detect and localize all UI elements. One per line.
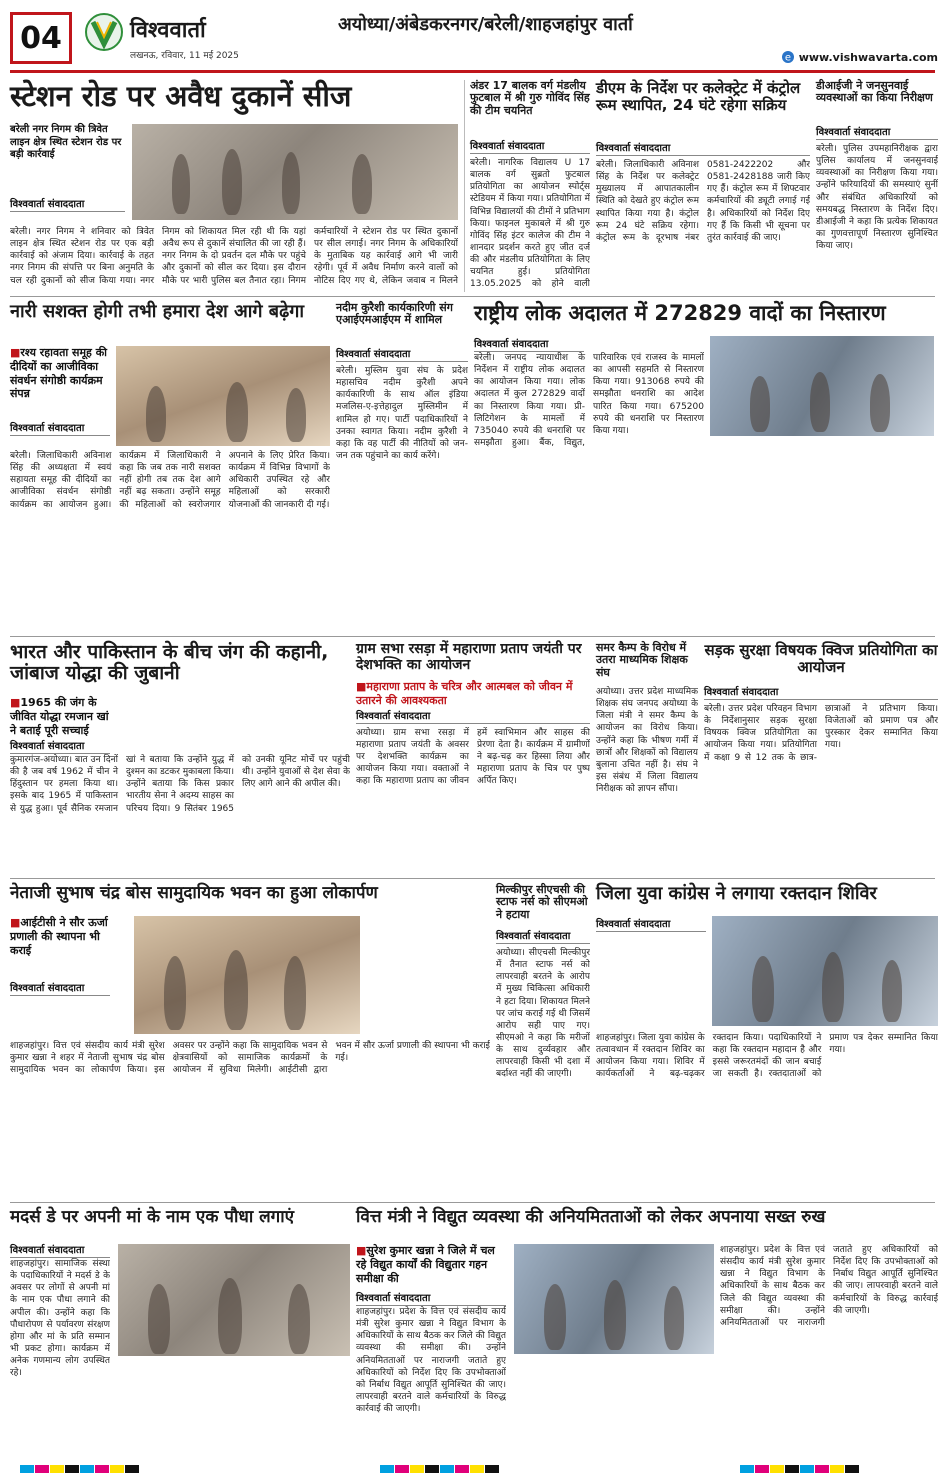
story-body: बरेली। नागरिक विद्यालय U 17 बालक वर्ग सुब्रतो फुटबाल प्रतियोगिता का आयोजन स्पोर्ट्स स्टेडियम में किया गया। प्रतियोगिता में विभिन्न विद्यालयों की टीमों ने प्रतिभाग किया। फाइनल मुकाबले में श्री गुरु गोविंद सिंह इंटर कालेज की टीम ने शानदार प्रदर्शन करते हुए जीत दर्ज की और मंडलीय प्रतियोगिता के लिए चयनित हुई। प्रतियोगिता 13.05.2025 को होने वाली xyxy=(470,158,590,290)
svg-text:e: e xyxy=(784,52,791,64)
kicker: ■ 1965 की जंग के जीवित योद्धा रमजान खां ने बताई पूरी सच्चाई xyxy=(10,696,110,737)
story-maharana-pratap xyxy=(356,642,590,874)
headline: डीएम के निर्देश पर कलेक्ट्रेट में कंट्रोल रूम स्थापित, 24 घंटे रहेगा सक्रिय xyxy=(596,79,801,114)
photo-person xyxy=(544,1284,566,1350)
headline: मदर्स डे पर अपनी मां के नाम एक पौधा लगाएं xyxy=(10,1207,295,1227)
story-nadeem-qureshi xyxy=(336,302,468,632)
photo-person xyxy=(664,1286,684,1350)
story-dig-inspection xyxy=(816,80,938,292)
photo-person xyxy=(226,382,248,442)
registration-colorbar-left xyxy=(20,1458,220,1468)
headline: भारत और पाकिस्तान के बीच जंग की कहानी, जांबाज योद्धा की जुबानी xyxy=(10,641,329,685)
story-lok-adalat xyxy=(474,302,938,632)
story-body: शाहजहांपुर। जिला युवा कांग्रेस के तत्वावधान में रक्तदान शिविर का आयोजन किया गया। शिविर में कार्यकर्ताओं ने बढ़-चढ़कर रक्तदान किया। पदाधिकारियों ने कहा कि रक्तदान महादान है और इससे जरूरतमंदों की जान बचाई जा सकती है। रक्तदाताओं को प्रमाण पत्र देकर सम्मानित किया गया। xyxy=(596,1033,938,1080)
photo-person xyxy=(164,956,186,1030)
byline: विश्ववार्ता संवाददाता xyxy=(474,336,584,352)
photo-person xyxy=(882,960,902,1022)
dateline: लखनऊ, रविवार, 11 मई 2025 xyxy=(130,51,239,61)
story-body: बरेली। पुलिस उपमहानिरीक्षक द्वारा पुलिस कार्यालय में जनसुनवाई व्यवस्थाओं का निरीक्षण किया गया। उन्होंने फरियादियों की समस्याएं सुनीं और संबंधित अधिकारियों को समयबद्ध निस्तारण के निर्देश दिए। डीआईजी ने कहा कि प्रत्येक शिकायत का गुणवत्तापूर्ण निस्तारण सुनिश्चित किया जाए। xyxy=(816,144,938,252)
row-rule xyxy=(10,878,935,879)
row-rule xyxy=(10,636,935,637)
masthead-rule xyxy=(10,70,935,73)
story-body: बरेली। उत्तर प्रदेश परिवहन विभाग के निर्देशानुसार सड़क सुरक्षा विषयक क्विज प्रतियोगिता का आयोजन किया गया। प्रतियोगिता में कक्षा 9 से 12 तक के छात्र-छात्राओं ने प्रतिभाग किया। विजेताओं को प्रमाण पत्र और पुरस्कार देकर सम्मानित किया गया। xyxy=(704,704,938,763)
story-body: बरेली। मुस्लिम युवा संघ के प्रदेश महासचिव नदीम कुरैशी अपने कार्यकारिणी के साथ ऑल इंडिया मजलिस-ए-इत्तेहादुल मुस्लिमीन में शामिल हो गए। पार्टी पदाधिकारियों ने उनका स्वागत किया। नदीम कुरैशी ने कहा कि वह पार्टी की नीतियों को जन-जन तक पहुंचाने का कार्य करेंगे। xyxy=(336,366,468,461)
photo-person xyxy=(172,154,190,214)
story-body: बरेली। जिलाधिकारी अविनाश सिंह की अध्यक्षता में स्वयं सहायता समूह की दीदियों का आजीविका संवर्धन संगोष्ठी कार्यक्रम का आयोजन हुआ। कार्यक्रम में जिलाधिकारी ने कहा कि जब तक नारी सशक्त नहीं होगी तब तक देश आगे नहीं बढ़ सकता। उन्होंने समूह की महिलाओं को स्वरोजगार अपनाने के लिए प्रेरित किया। कार्यक्रम में विभिन्न विभागों के अधिकारी उपस्थित रहे और महिलाओं को सरकारी योजनाओं की जानकारी दी गई। xyxy=(10,451,330,510)
photo-lok-adalat xyxy=(710,336,934,436)
headline: नेताजी सुभाष चंद्र बोस सामुदायिक भवन का हुआ लोकार्पण xyxy=(10,883,378,903)
photo-person xyxy=(224,950,248,1030)
internet-explorer-icon xyxy=(781,50,795,64)
byline: विश्ववार्ता संवाददाता xyxy=(704,684,938,700)
kicker: ■ सुरेश कुमार खन्ना ने जिले में चल रहे विद्युत कार्यों की विद्युतार गहन समीक्षा की xyxy=(356,1244,506,1285)
photo-person xyxy=(750,376,770,432)
headline: डीआईजी ने जनसुनवाई व्यवस्थाओं का किया निरीक्षण xyxy=(816,79,933,105)
headline: स्टेशन रोड पर अवैध दुकानें सीज xyxy=(10,79,352,113)
website-url[interactable]: www.vishwavarta.com xyxy=(798,50,938,64)
page-number: 04 xyxy=(20,20,62,56)
story-body: शाहजहांपुर। प्रदेश के वित्त एवं संसदीय कार्य मंत्री सुरेश कुमार खन्ना ने विद्युत विभाग के अधिकारियों के साथ बैठक कर जिले की विद्युत व्यवस्था की समीक्षा की। उन्होंने अनियमितताओं पर नाराजगी जताते हुए अधिकारियों को निर्देश दिए कि उपभोक्ताओं को निर्बाध विद्युत आपूर्ति सुनिश्चित की जाए। लापरवाही बरतने वाले कर्मचारियों के विरुद्ध कार्रवाई की जाएगी। xyxy=(356,1307,506,1415)
photo-person xyxy=(148,1284,170,1354)
registration-colorbar-center xyxy=(380,1458,580,1468)
photo-seminar xyxy=(116,346,330,446)
globe-v-logo-icon xyxy=(84,12,124,52)
byline: विश्ववार्ता संवाददाता xyxy=(816,124,938,140)
registration-colorbar-right xyxy=(740,1458,940,1468)
byline: विश्ववार्ता संवाददाता xyxy=(10,738,110,754)
kicker: ■ रश्य रहावता समूह की दीदियों का आजीविका संवर्धन संगोष्ठी कार्यक्रम संपन्न xyxy=(10,346,110,401)
headline: जिला युवा कांग्रेस ने लगाया रक्तदान शिविर xyxy=(596,883,877,904)
headline: अंडर 17 बालक वर्ग मंडलीय फुटबाल में श्री गुरु गोविंद सिंह की टीम चयनित xyxy=(470,79,590,117)
photo-person xyxy=(352,154,372,214)
kicker: ■ महाराणा प्रताप के चरित्र और आत्मबल को जीवन में उतारने की आवश्यकता xyxy=(356,680,590,708)
photo-review-meeting xyxy=(514,1244,714,1354)
byline: विश्ववार्ता संवाददाता xyxy=(596,916,706,932)
story-finance-minister-power xyxy=(356,1208,938,1450)
byline: विश्ववार्ता संवाददाता xyxy=(496,928,590,944)
byline: विश्ववार्ता संवाददाता xyxy=(470,138,590,154)
photo-person xyxy=(222,149,242,215)
photo-plantation xyxy=(118,1244,350,1356)
kicker: ■ आईटीसी ने सौर ऊर्जा प्रणाली की स्थापना भी कराई xyxy=(10,916,110,957)
photo-person xyxy=(218,1278,242,1354)
story-india-pakistan-war xyxy=(10,642,350,874)
photo-person xyxy=(822,952,844,1022)
story-body: बरेली। जनपद न्यायाधीश के निर्देशन में राष्ट्रीय लोक अदालत का आयोजन किया गया। लोक अदालत में कुल 272829 वादों का निस्तारण किया गया। प्री-लिटिगेशन के मामलों में 735040 रुपये की धनराशि पर समझौता हुआ। बैंक, विद्युत, पारिवारिक एवं राजस्व के मामलों का आपसी सहमति से निस्तारण किया गया। 913068 रुपये की समझौता धनराशि का आदेश पारित किया गया। 675200 रुपये की धनराशि पर निस्तारण किया गया। xyxy=(474,353,704,448)
brand-name: विश्ववार्ता xyxy=(130,18,206,43)
story-mothers-day xyxy=(10,1208,350,1450)
photo-person xyxy=(286,388,306,442)
page-number-box xyxy=(10,12,72,64)
byline: विश्ववार्ता संवाददाता xyxy=(10,196,125,212)
byline: विश्ववार्ता संवाददाता xyxy=(10,420,110,436)
photo-inauguration xyxy=(134,916,360,1034)
row-rule xyxy=(10,296,935,297)
column-rule xyxy=(464,80,465,292)
photo-person xyxy=(810,372,830,432)
section-title: अयोध्या/अंबेडकरनगर/बरेली/शाहजहांपुर वार्ता xyxy=(338,14,633,35)
story-netaji-bhawan xyxy=(10,884,490,1198)
story-body-continued: शाहजहांपुर। प्रदेश के वित्त एवं संसदीय कार्य मंत्री सुरेश कुमार खन्ना ने विद्युत विभाग के अधिकारियों के साथ बैठक कर जिले की विद्युत व्यवस्था की समीक्षा की। उन्होंने अनियमितताओं पर नाराजगी जताते हुए अधिकारियों को निर्देश दिए कि उपभोक्ताओं को निर्बाध विद्युत आपूर्ति सुनिश्चित की जाए। लापरवाही बरतने वाले कर्मचारियों के विरुद्ध कार्रवाई की जाएगी। xyxy=(720,1245,938,1328)
story-road-safety-quiz xyxy=(704,642,938,874)
story-body: शाहजहांपुर। सामाजिक संस्था के पदाधिकारियों ने मदर्स डे के अवसर पर लोगों से अपनी मां के नाम एक पौधा लगाने की अपील की। उन्होंने कहा कि पौधारोपण से पर्यावरण संरक्षण होगा और मां के प्रति सम्मान भी प्रकट होगा। कार्यक्रम में अनेक गणमान्य लोग उपस्थित रहे। xyxy=(10,1259,110,1379)
story-u17-football xyxy=(470,80,590,292)
photo-person xyxy=(288,1284,310,1354)
story-summer-camp xyxy=(596,642,698,874)
story-body: अयोध्या। उत्तर प्रदेश माध्यमिक शिक्षक संघ जनपद अयोध्या के जिला मंत्री ने समर कैम्प के आयोजन का विरोध किया। उन्होंने कहा कि भीषण गर्मी में छात्रों और शिक्षकों को विद्यालय बुलाना उचित नहीं है। संघ ने इस संबंध में जिला विद्यालय निरीक्षक को ज्ञापन सौंपा। xyxy=(596,687,698,795)
story-body: अयोध्या। सीएचसी मिल्कीपुर में तैनात स्टाफ नर्स को लापरवाही बरतने के आरोप में मुख्य चिकित्सा अधिकारी ने हटा दिया। शिकायत मिलने पर जांच कराई गई थी जिसमें आरोप सही पाए गए। सीएमओ ने कहा कि मरीजों के साथ दुर्व्यवहार और लापरवाही किसी भी दशा में बर्दाश्त नहीं की जाएगी। xyxy=(496,948,590,1080)
story-milkipur-chc xyxy=(496,884,590,1198)
story-nari-sashakt xyxy=(10,302,330,632)
byline: विश्ववार्ता संवाददाता xyxy=(356,708,590,724)
photo-person xyxy=(870,374,890,432)
website-row xyxy=(756,48,938,66)
row-rule xyxy=(10,1202,935,1203)
photo-person xyxy=(146,386,166,442)
headline: राष्ट्रीय लोक अदालत में 272829 वादों का निस्तारण xyxy=(474,301,886,325)
story-body: बरेली। जिलाधिकारी अविनाश सिंह के निर्देश पर कलेक्ट्रेट मुख्यालय में आपातकालीन स्थिति को देखते हुए कंट्रोल रूम स्थापित किया गया है। कंट्रोल रूम 24 घंटे सक्रिय रहेगा। कंट्रोल रूम के दूरभाष नंबर 0581-2422202 और 0581-2428188 जारी किए गए हैं। कंट्रोल रूम में शिफ्टवार कर्मचारियों की ड्यूटी लगाई गई है। अधिकारियों को निर्देश दिए गए हैं कि किसी भी सूचना पर तुरंत कार्रवाई की जाए। xyxy=(596,160,810,243)
headline: ग्राम सभा रसड़ा में महाराणा प्रताप जयंती पर देशभक्ति का आयोजन xyxy=(356,641,582,673)
kicker: बरेली नगर निगम की त्रिवेत लाइन क्षेत्र स्थित स्टेशन रोड पर बड़ी कार्रवाई xyxy=(10,124,122,160)
byline: विश्ववार्ता संवाददाता xyxy=(356,1290,506,1306)
story-control-room xyxy=(596,80,810,292)
story-blood-donation xyxy=(596,884,938,1198)
byline: विश्ववार्ता संवाददाता xyxy=(10,1242,110,1258)
headline: नारी सशक्त होगी तभी हमारा देश आगे बढ़ेगा xyxy=(10,301,304,322)
photo-station-road xyxy=(132,124,458,220)
brand-logo xyxy=(84,12,124,52)
headline: सड़क सुरक्षा विषयक क्विज प्रतियोगिता का आयोजन xyxy=(704,641,938,676)
photo-person xyxy=(282,152,300,214)
headline: मिल्कीपुर सीएचसी की स्टाफ नर्स को सीएमओ ने हटाया xyxy=(496,883,588,921)
headline: नदीम कुरैशी कार्यकारिणी संग एआईएमआईएम में शामिल xyxy=(336,301,453,327)
story-body: कुमारगंज-अयोध्या। बात उन दिनों की है जब वर्ष 1962 में चीन ने हिंदुस्तान पर हमला किया था। इसके बाद 1965 में पाकिस्तान से युद्ध हुआ। पूर्व सैनिक रमजान खां ने बताया कि उन्होंने युद्ध में दुश्मन का डटकर मुकाबला किया। उन्होंने बताया कि किस प्रकार भारतीय सेना ने अदम्य साहस का परिचय दिया। 9 सितंबर 1965 को उनकी यूनिट मोर्चे पर पहुंची थी। उन्होंने युवाओं से देश सेवा के लिए आगे आने की अपील की। xyxy=(10,755,350,814)
photo-blood-camp xyxy=(712,916,938,1026)
headline: वित्त मंत्री ने विद्युत व्यवस्था की अनियमितताओं को लेकर अपनाया सख्त रुख xyxy=(356,1207,826,1227)
photo-person xyxy=(284,956,306,1030)
photo-person xyxy=(604,1280,626,1350)
byline: विश्ववार्ता संवाददाता xyxy=(336,346,468,362)
byline: विश्ववार्ता संवाददाता xyxy=(596,140,810,156)
story-body: अयोध्या। ग्राम सभा रसड़ा में महाराणा प्रताप जयंती के अवसर पर देशभक्ति कार्यक्रम का आयोजन किया गया। वक्ताओं ने कहा कि महाराणा प्रताप का जीवन हमें स्वाभिमान और साहस की प्रेरणा देता है। कार्यक्रम में ग्रामीणों ने बढ़-चढ़ कर हिस्सा लिया और महाराणा प्रताप के चित्र पर पुष्प अर्पित किए। xyxy=(356,727,590,787)
story-body: बरेली। नगर निगम ने शनिवार को त्रिवेत लाइन क्षेत्र स्थित स्टेशन रोड पर एक बड़ी कार्रवाई को अंजाम दिया। कार्रवाई के तहत नगर निगम की संपत्ति पर बिना अनुमति के चल रही दुकानों को सीज किया गया। नगर निगम को शिकायत मिल रही थी कि यहां अवैध रूप से दुकानें संचालित की जा रही हैं। नगर निगम के दो प्रवर्तन दल मौके पर पहुंचे और दुकानों को सील कर दिया। इस दौरान मौके पर भारी पुलिस बल तैनात रहा। निगम कर्मचारियों ने स्टेशन रोड पर स्थित दुकानों पर सील लगाई। नगर निगम के अधिकारियों के मुताबिक यह कार्रवाई आगे भी जारी रहेगी। पूर्व में अवैध निर्माण करने वालों को नोटिस दिए गए थे, लेकिन जवाब न मिलने xyxy=(10,227,458,286)
story-station-road xyxy=(10,80,458,292)
masthead xyxy=(0,0,945,76)
story-body: शाहजहांपुर। वित्त एवं संसदीय कार्य मंत्री सुरेश कुमार खन्ना ने शहर में नेताजी सुभाष चंद्र बोस सामुदायिक भवन का लोकार्पण किया। इस अवसर पर उन्होंने कहा कि सामुदायिक भवन से क्षेत्रवासियों को सामाजिक कार्यक्रमों के आयोजन में सुविधा मिलेगी। आईटीसी द्वारा भवन में सौर ऊर्जा प्रणाली की स्थापना भी कराई गई। xyxy=(10,1041,490,1076)
headline: समर कैम्प के विरोध में उतरा माध्यमिक शिक्षक संघ xyxy=(596,641,688,679)
photo-person xyxy=(752,956,774,1022)
byline: विश्ववार्ता संवाददाता xyxy=(10,980,110,996)
